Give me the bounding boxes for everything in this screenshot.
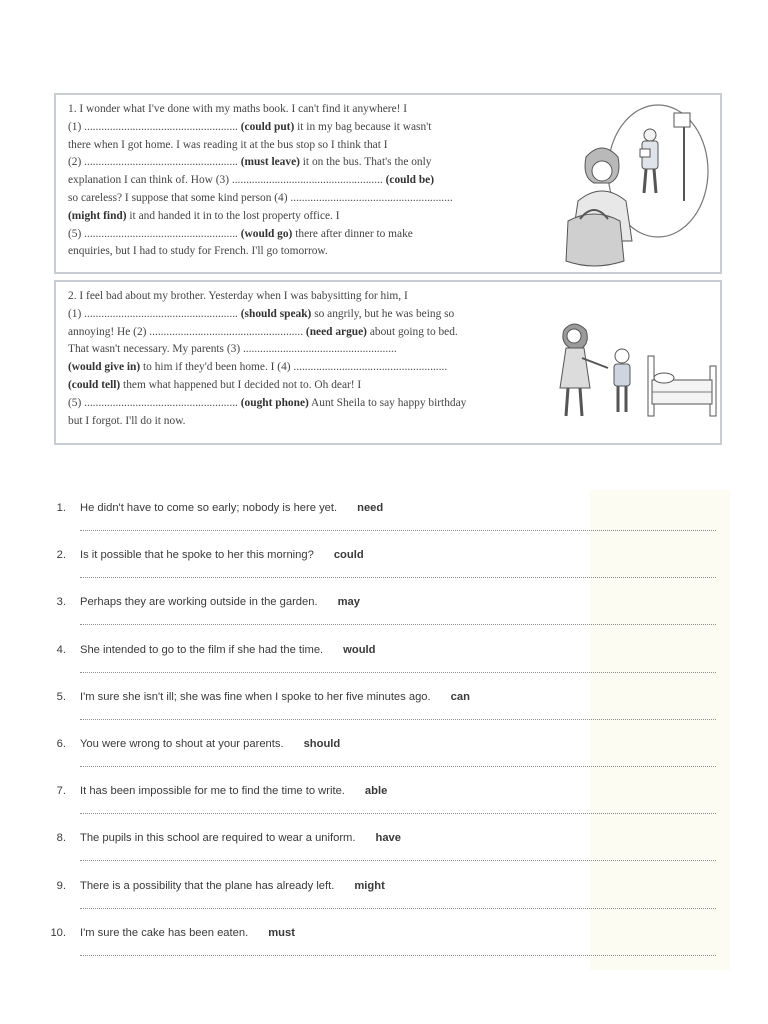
sentence-text: I'm sure the cake has been eaten. [80,926,249,939]
keyword: have [375,832,401,845]
passage-line [68,226,453,244]
exercise-item [0,832,768,868]
passage-1-text [68,101,453,261]
passage-text: there when I got home. I was reading it at the bus stop so I think that I [68,138,388,151]
exercise-sentence [80,738,340,750]
exercise-sentence [80,596,360,608]
keyword: may [337,596,360,609]
woman-thinking-illustration [562,101,718,271]
passage-text: (5) ...................................................... [68,396,241,409]
answer-line[interactable] [80,577,716,578]
sentence-text: He didn't have to come so early; nobody is here yet. [80,502,338,514]
sentence-text: Is it possible that he spoke to her this morning? [80,549,314,562]
verb-prompt: (need argue) [305,325,367,338]
verb-prompt: (ought phone) [240,396,309,409]
answer-line[interactable] [80,860,716,861]
exercise-sentence [80,644,375,656]
passage-line [68,395,466,413]
answer-line[interactable] [80,955,716,956]
passage-text: (1) ...................................................... [68,307,241,320]
passage-text: it on the bus. That's the only [299,156,432,169]
exercise-item [0,644,768,680]
passage-text: (5) ...................................................... [68,227,241,240]
passage-line [68,324,466,342]
exercise-sentence [80,502,383,514]
passage-text: them what happened but I decided not to. Oh dear! I [120,378,362,391]
passage-text: Aunt Sheila to say happy birthday [308,396,467,409]
passage-text: 1. I wonder what I've done with my maths book. I can't find it anywhere! I [68,103,408,115]
passage-box-2 [54,280,722,445]
passage-line [68,243,453,261]
answer-line[interactable] [80,672,716,673]
passage-text: 2. I feel bad about my brother. Yesterday when I was babysitting for him, I [68,290,408,302]
exercise-item [0,738,768,774]
exercise-sentence [80,832,401,844]
sentence-text: It has been impossible for me to find the time to write. [80,785,345,798]
exercise-number: 10. [50,926,66,939]
exercise-number: 1. [56,502,66,514]
passage-line [68,154,453,172]
exercise-number: 5. [56,690,66,703]
exercise-item [0,549,768,585]
keyword: would [343,643,376,656]
verb-prompt: (could be) [385,174,435,187]
verb-prompt: (must leave) [240,156,300,169]
passage-line [68,413,466,431]
exercise-sentence [80,549,364,561]
passage-box-1 [54,93,722,274]
answer-line[interactable] [80,813,716,814]
answer-line[interactable] [80,624,716,625]
sentence-text: You were wrong to shout at your parents. [80,738,284,750]
passage-text: (1) ...................................................... [68,120,241,133]
passage-text: it in my bag because it wasn't [294,120,432,133]
exercise-item [0,502,768,538]
passage-text: enquiries, but I had to study for French. I'll go tomorrow. [68,245,328,258]
exercise-sentence [80,927,295,939]
passage-text: it and handed it in to the lost property office. I [126,209,340,222]
answer-line[interactable] [80,530,716,531]
verb-prompt: (should speak) [240,307,312,320]
answer-line[interactable] [80,908,716,909]
passage-text: That wasn't necessary. My parents (3) ...................................................... [68,343,397,356]
exercise-sentence [80,880,385,892]
passage-line [68,288,466,306]
passage-line [68,208,453,226]
exercise-item [0,927,768,963]
passage-text: annoying! He (2) ...................................................... [68,325,306,338]
exercise-item [0,880,768,916]
verb-prompt: (might find) [68,209,127,222]
passage-text: there after dinner to make [292,227,413,240]
passage-line [68,119,453,137]
keyword: should [303,738,341,750]
keyword: able [364,785,388,798]
verb-prompt: (could put) [240,120,295,133]
passage-line [68,101,453,119]
passage-line [68,190,453,208]
exercise-number: 8. [56,832,66,845]
answer-line[interactable] [80,719,716,720]
exercise-number: 7. [56,785,66,798]
verb-prompt: (would go) [240,227,293,240]
keyword: might [354,879,385,892]
sentence-text: The pupils in this school are required to wear a uniform. [80,832,356,845]
passage-text: about going to bed. [366,325,458,338]
babysitter-illustration [552,316,720,420]
keyword: need [357,502,384,514]
passage-line [68,377,466,395]
passage-line [68,306,466,324]
sentence-text: There is a possibility that the plane has already left. [80,879,335,892]
keyword: can [450,690,470,703]
exercise-number: 9. [56,879,66,892]
exercise-sentence [80,691,470,703]
sentence-text: I'm sure she isn't ill; she was fine when I spoke to her five minutes ago. [80,690,431,703]
sentence-text: She intended to go to the film if she had the time. [80,643,324,656]
keyword: could [333,549,364,562]
passage-line [68,359,466,377]
passage-text: so careless? I suppose that some kind person (4) ......................................................... [68,191,453,204]
exercise-number: 4. [56,643,66,656]
verb-prompt: (would give in) [68,361,141,374]
passage-text: (2) ...................................................... [68,156,241,169]
exercise-number: 6. [56,738,66,750]
answer-line[interactable] [80,766,716,767]
exercise-number: 2. [56,549,66,562]
exercise-item [0,785,768,821]
exercise-item [0,596,768,632]
passage-text: so angrily, but he was being so [311,307,455,320]
exercise-number: 3. [56,596,66,609]
exercise-item [0,691,768,727]
passage-2-text [68,288,466,430]
exercise-sentence [80,785,387,797]
passage-line [68,137,453,155]
keyword: must [268,926,295,939]
passage-text: but I forgot. I'll do it now. [68,414,186,427]
passage-text: explanation I can think of. How (3) ..................................................... [68,174,386,187]
passage-line [68,341,466,359]
sentence-text: Perhaps they are working outside in the garden. [80,596,318,609]
passage-line [68,172,453,190]
passage-text: to him if they'd been home. I (4) ...................................................... [140,361,448,374]
verb-prompt: (could tell) [68,378,121,391]
